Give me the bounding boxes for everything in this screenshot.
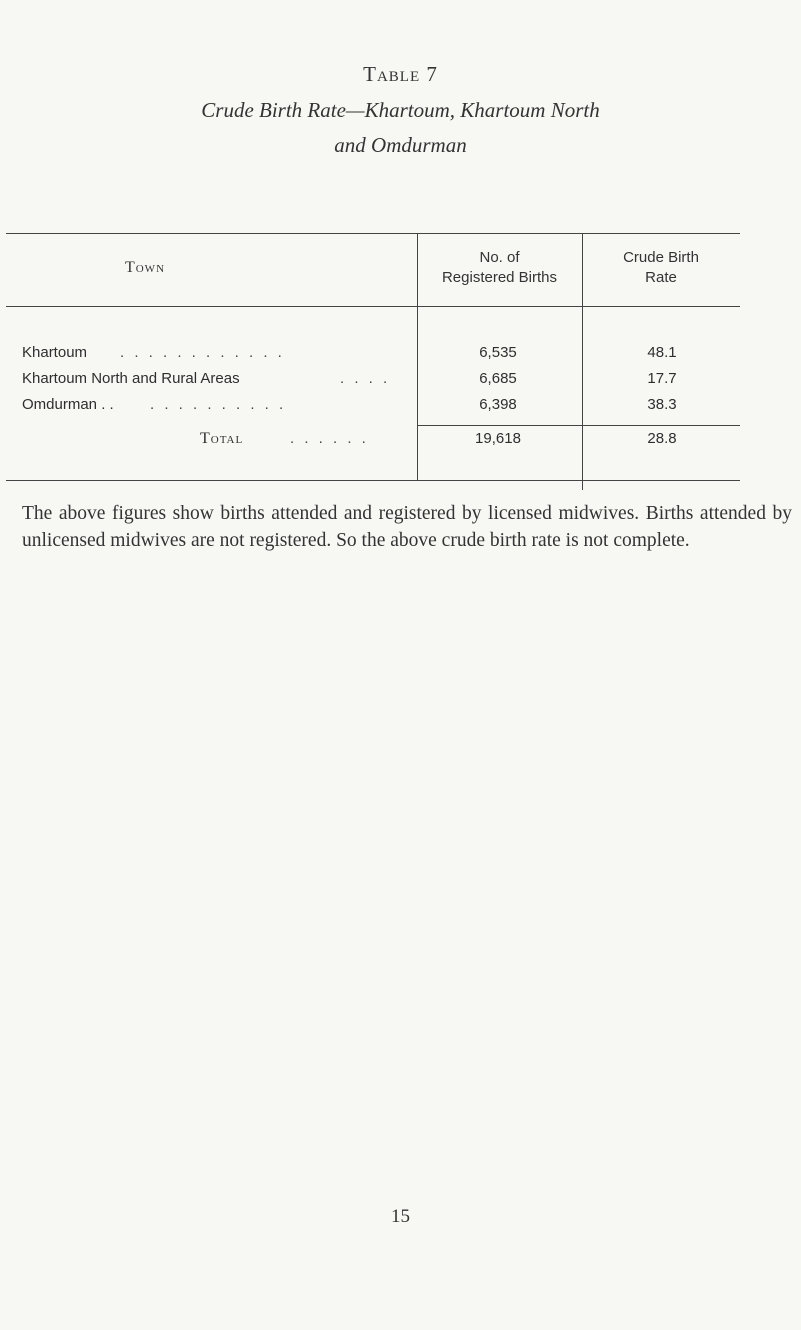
total-label: Total: [200, 430, 244, 447]
row-births: 6,685: [479, 370, 517, 387]
header-rate-line-1: Crude Birth: [623, 249, 699, 266]
row-births: 6,535: [479, 344, 517, 361]
total-rate: 28.8: [647, 430, 677, 447]
row-leader: . . . . . . . . . .: [150, 396, 287, 413]
row-leader: . . . .: [340, 370, 391, 387]
header-rate-line-2: Rate: [645, 269, 677, 286]
table-heading: Table 7: [363, 62, 438, 86]
table-subtitle-line-1: Crude Birth Rate—Khartoum, Khartoum North: [201, 98, 600, 122]
row-rate: 48.1: [647, 344, 677, 361]
header-births-line-1: No. of: [479, 249, 520, 266]
explanatory-paragraph: The above figures show births attended and registered by licensed midwives. Births attended by unlicensed midwives are not registered. So the above crude birth rate is not complete.: [22, 503, 792, 551]
header-bottom-rule: [6, 306, 740, 307]
total-top-rule-rate: [582, 425, 740, 426]
header-town: Town: [124, 259, 166, 276]
row-rate: 38.3: [647, 396, 677, 413]
total-top-rule-births: [417, 425, 582, 426]
total-births: 19,618: [475, 430, 521, 447]
row-town: Khartoum: [22, 344, 88, 361]
row-rate: 17.7: [647, 370, 677, 387]
table-bottom-rule: [6, 480, 740, 481]
row-town: Khartoum North and Rural Areas: [22, 370, 240, 387]
table-subtitle-line-2: and Omdurman: [334, 133, 467, 157]
table-top-rule: [6, 233, 740, 234]
row-town: Omdurman . .: [22, 396, 114, 413]
row-births: 6,398: [479, 396, 517, 413]
birth-rate-table: [0, 0, 801, 520]
header-births-line-2: Registered Births: [441, 269, 558, 286]
total-leader: . . . . . .: [290, 430, 369, 447]
page-number: 15: [391, 1206, 410, 1227]
row-leader: . . . . . . . . . . . .: [120, 344, 285, 361]
